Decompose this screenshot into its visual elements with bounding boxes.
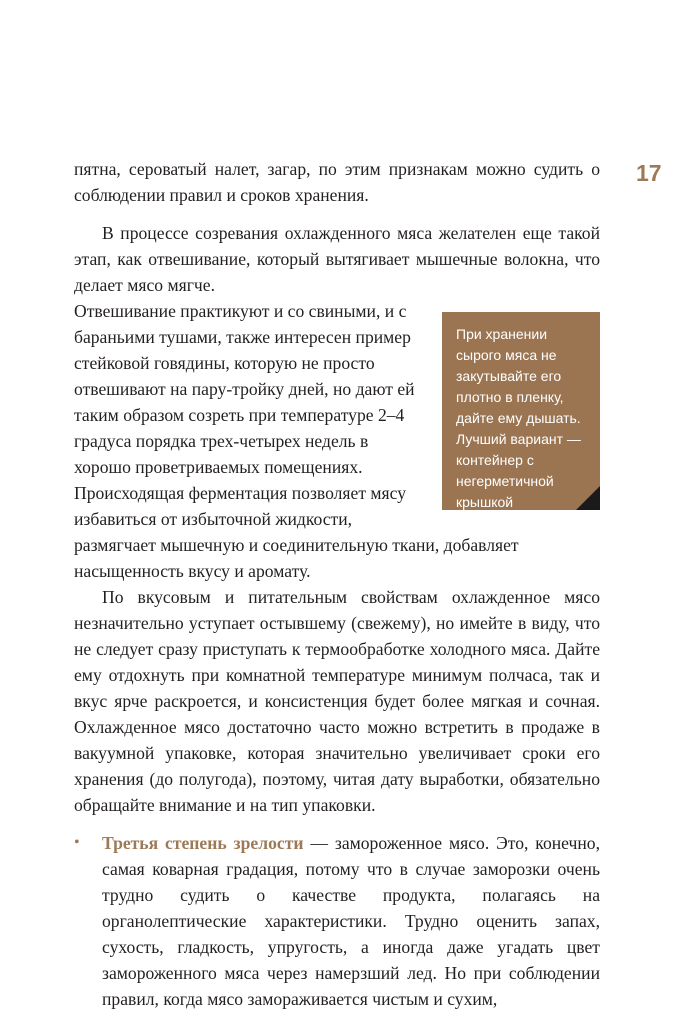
bullet-dot-icon: • — [74, 834, 80, 851]
paragraph-4: По вкусовым и питательным свойствам охлажденное мясо незначительно уступает остывшему (свежему), но имейте в виду, что не следует сразу приступать к термообработке холодного мяса. Дайте ему отдохнуть при комнатной температуре минимум полчаса, так и вкус ярче раскроется, и консистенция будет более мягкая и сочная. Охлажденное мясо достаточно часто можно встретить в продаже в вакуумной упаковке, которая значительно увеличивает сроки его хранения (до полугода), поэтому, читая дату выработки, обязательно обращайте внимание и на тип упаковки. — [74, 587, 600, 815]
bullet-text: — замороженное мясо. Это, конечно, самая коварная градация, потому что в случае заморозки очень трудно судить о качестве продукта, полагаясь на органолептические характеристики. Трудно оценить запах, сухость, гладкость, упругость, а иногда даже угадать цвет замороженного мяса через намерзший лед. Но при соблюдении правил, когда мясо замораживается чистым и сухим, — [102, 833, 600, 1009]
bullet-term: Третья степень зрелости — [102, 833, 304, 853]
page-number: 17 — [636, 160, 662, 186]
paragraph-3-text: Отвешивание практикуют и со свиными, и с бараньими тушами, также интересен пример стейковой говядины, которую не просто отвешивают на пару-тройку дней, но дают ей таким образом созреть при температуре 2–4 градуса порядка трех-четырех недель в хорошо проветриваемых помещениях. Происходящая ферментация позволяет мясу избавиться от избыточной жидкости, размягчает мышечную и соединительную ткани, добавляет насыщенность вкусу и аромату. — [74, 301, 519, 581]
main-text-column — [74, 156, 600, 1012]
paragraph-1: пятна, сероватый налет, загар, по этим признакам можно судить о соблюдении правил и сроков хранения. — [74, 159, 600, 205]
bullet-paragraph — [74, 830, 600, 1012]
sidebar-text: При хранении сырого мяса не закутывайте его плотно в пленку, дайте ему дышать. Лучший вариант — контейнер с негерметичной крышкой — [456, 326, 581, 510]
page-corner-fold-icon — [576, 486, 600, 510]
paragraph-2: В процессе созревания охлажденного мяса желателен еще такой этап, как отвешивание, который вытягивает мышечные волокна, что делает мясо мягче. — [74, 223, 600, 295]
storage-tip-sidebar — [442, 312, 600, 510]
